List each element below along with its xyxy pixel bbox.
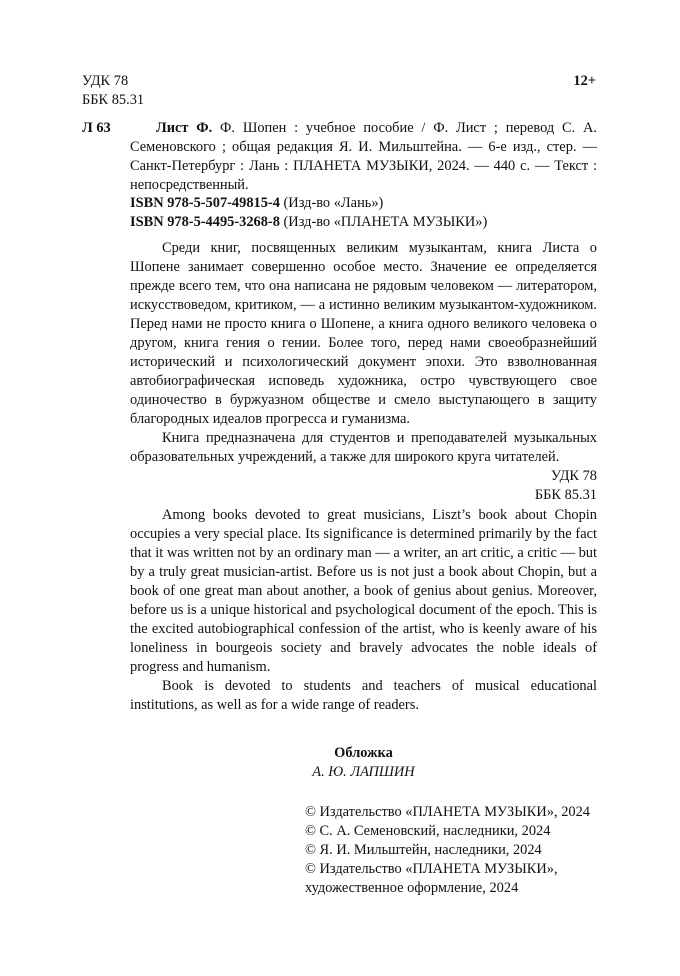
copyright-line: © Я. И. Мильштейн, наследники, 2024 [305,842,542,858]
catalog-description: Ф. Шопен : учебное пособие / Ф. Лист ; перевод С. А. Семеновского ; общая редакция Я. И. Мильштейна. — 6-е изд., стер. — Санкт-Петербург : Лань : ПЛАНЕТА МУЗЫКИ, 2024. — 440 с. — Текст : непосредственный. [130,120,597,193]
isbn-line [130,213,487,232]
isbn-publisher: (Изд-во «ПЛАНЕТА МУЗЫКИ») [283,214,488,230]
age-rating: 12+ [573,73,596,89]
isbn-publisher: (Изд-во «Лань») [283,195,384,211]
copyright-line: © Издательство «ПЛАНЕТА МУЗЫКИ», [305,861,558,877]
annotation-en-paragraph: Book is devoted to students and teachers of musical educational institutions, as well as for a wide range of readers. [130,678,597,713]
catalog-entry [130,119,597,195]
annotation-english [130,506,597,715]
udk-code: УДК 78 [82,73,129,89]
annotation-en-paragraph: Among books devoted to great musicians, Liszt’s book about Chopin occupies a very special place. Its significance is determined primarily by the fact that it was written not by an ordinary man — a writer, an art critic, a critic — but by a truly great musician-artist. Before us is not just a book about Chopin, but a book of one great man about another, a book of genius about genius. Moreover, before us is a unique historical and psychological document of the epoch. This is the excited autobiographical confession of the artist, who is keenly aware of his loneliness in bourgeois society and bravely advocates the noble ideals of progress and humanism. [130,507,597,675]
annotation-russian [130,239,597,505]
copyright-line: © С. А. Семеновский, наследники, 2024 [305,823,551,839]
annotation-ru-paragraph: Книга предназначена для студентов и преподавателей музыкальных образовательных учреждений, а также для широкого круга читателей. [130,430,597,465]
catalog-code: Л 63 [82,120,111,136]
copyright-line: художественное оформление, 2024 [305,880,519,896]
bbk-code: ББК 85.31 [82,92,145,108]
header-classification [82,72,144,110]
copyright-line: © Издательство «ПЛАНЕТА МУЗЫКИ», 2024 [305,804,590,820]
annotation-ru-udk: УДК 78 [550,468,597,484]
isbn-number: ISBN 978-5-4495-3268-8 [130,214,280,230]
cover-label: Обложка [334,745,393,761]
isbn-number: ISBN 978-5-507-49815-4 [130,195,280,211]
annotation-ru-bbk: ББК 85.31 [534,487,597,503]
copyright-block [305,803,590,898]
cover-artist: А. Ю. ЛАПШИН [312,764,415,780]
annotation-ru-paragraph: Среди книг, посвященных великим музыкантам, книга Листа о Шопене занимает совершенно особое место. Значение ее определяется прежде всего тем, что она написана не рядовым человеком — литератором, искусствоведом, критиком, — а истинно великим музыкантом-художником. Перед нами не просто книга о Шопене, а книга одного великого человека о другом, книга гения о гении. Более того, перед нами своеобразнейший исторический и психологический документ эпохи. Это взволнованная автобиографическая исповедь художника, остро чувствующего свое одиночество в буржуазном обществе и смело выступающего в защиту благородных идеалов прогресса и гуманизма. [130,240,597,427]
cover-credit [130,744,597,782]
isbn-line [130,194,487,213]
catalog-author: Лист Ф. [156,120,213,136]
isbn-block [130,194,487,232]
